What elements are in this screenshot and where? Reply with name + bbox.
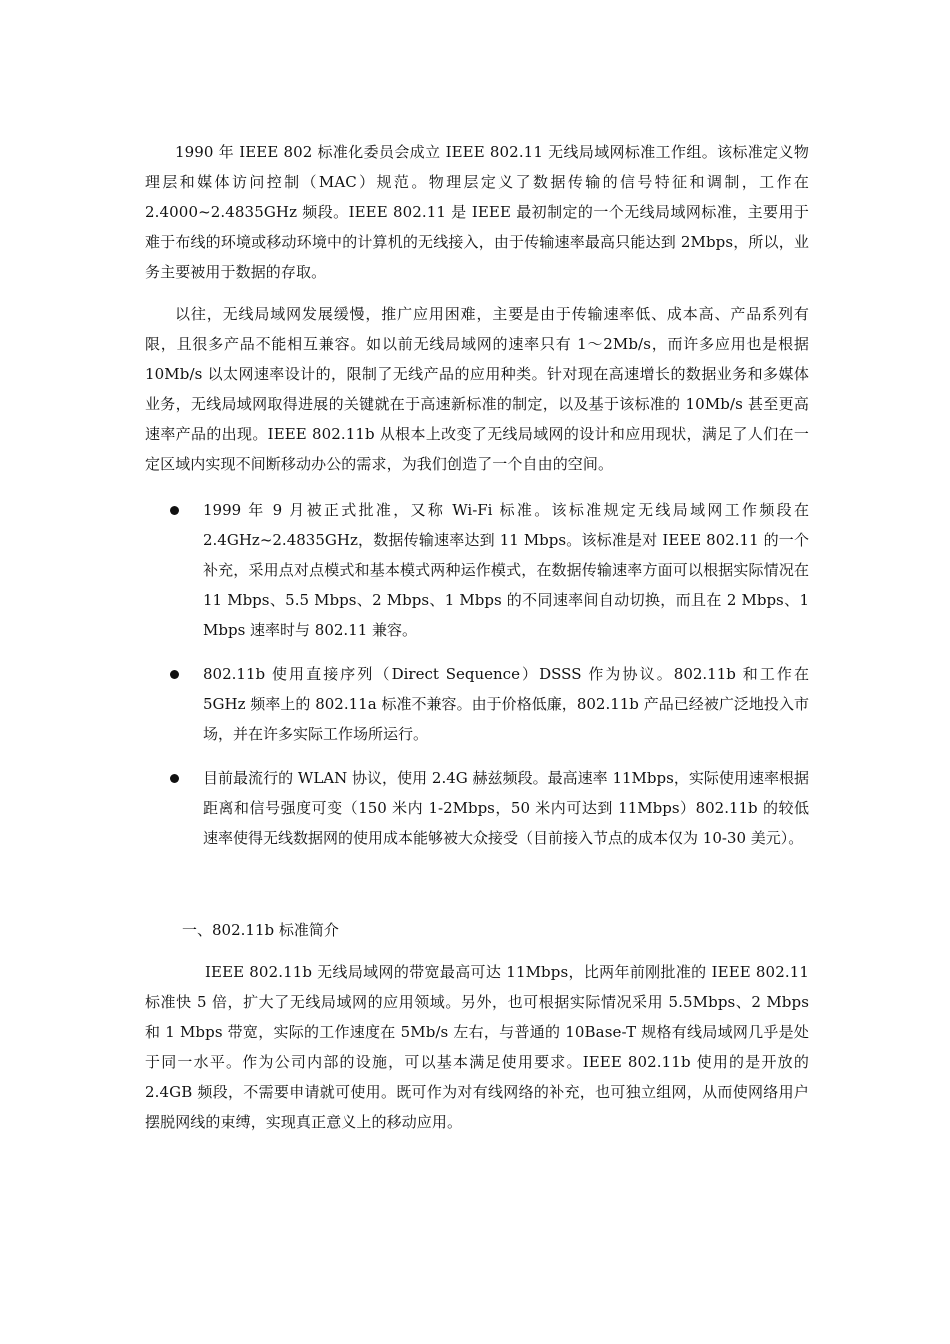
bullet-list xyxy=(145,495,809,853)
bullet-dot-icon xyxy=(170,670,179,679)
document-page xyxy=(145,137,809,1137)
section-heading: 一、802.11b 标准简介 xyxy=(182,921,339,939)
bullet-dot-icon xyxy=(170,774,179,783)
list-item xyxy=(145,763,809,853)
section-paragraph: IEEE 802.11b 无线局域网的带宽最高可达 11Mbps，比两年前刚批准的 IEEE 802.11 标准快 5 倍，扩大了无线局域网的应用领域。另外，也可根据实际情况采用 5.5Mbps、2 Mbps 和 1 Mbps 带宽，实际的工作速度在 5Mb/s 左右，与普通的 10Base-T 规格有线局域网几乎是处于同一水平。作为公司内部的设施，可以基本满足使用要求。IEEE 802.11b 使用的是开放的 2.4GB 频段，不需要申请就可使用。既可作为对有线网络的补充，也可独立组网，从而使网络用户摆脱网线的束缚，实现真正意义上的移动应用。 xyxy=(145,963,809,1131)
intro-paragraph: 1990 年 IEEE 802 标准化委员会成立 IEEE 802.11 无线局域网标准工作组。该标准定义物理层和媒体访问控制（MAC）规范。物理层定义了数据传输的信号特征和调制，工作在 2.4000~2.4835GHz 频段。IEEE 802.11 是 IEEE 最初制定的一个无线局域网标准，主要用于难于布线的环境或移动环境中的计算机的无线接入，由于传输速率最高只能达到 2Mbps，所以，业务主要被用于数据的存取。 xyxy=(145,143,809,281)
list-item xyxy=(145,495,809,645)
list-item xyxy=(145,659,809,749)
list-item-text: 目前最流行的 WLAN 协议，使用 2.4G 赫兹频段。最高速率 11Mbps，实际使用速率根据距离和信号强度可变（150 米内 1-2Mbps，50 米内可达到 11Mbps）802.11b 的较低速率使得无线数据网的使用成本能够被大众接受（目前接入节点的成本仅为 10-30 美元）。 xyxy=(203,769,809,847)
list-item-text: 1999 年 9 月被正式批准，又称 Wi-Fi 标准。该标准规定无线局域网工作频段在 2.4GHz~2.4835GHz，数据传输速率达到 11 Mbps。该标准是对 IEEE 802.11 的一个补充，采用点对点模式和基本模式两种运作模式，在数据传输速率方面可以根据实际情况在 11 Mbps、5.5 Mbps、2 Mbps、1 Mbps 的不同速率间自动切换，而且在 2 Mbps、1 Mbps 速率时与 802.11 兼容。 xyxy=(203,501,809,639)
bullet-dot-icon xyxy=(170,506,179,515)
background-paragraph: 以往，无线局域网发展缓慢，推广应用困难，主要是由于传输速率低、成本高、产品系列有限，且很多产品不能相互兼容。如以前无线局域网的速率只有 1～2Mb/s，而许多应用也是根据 10Mb/s 以太网速率设计的，限制了无线产品的应用种类。针对现在高速增长的数据业务和多媒体业务，无线局域网取得进展的关键就在于高速新标准的制定，以及基于该标准的 10Mb/s 甚至更高速率产品的出现。IEEE 802.11b 从根本上改变了无线局域网的设计和应用现状，满足了人们在一定区域内实现不间断移动办公的需求，为我们创造了一个自由的空间。 xyxy=(145,305,809,473)
list-item-text: 802.11b 使用直接序列（Direct Sequence）DSSS 作为协议。802.11b 和工作在 5GHz 频率上的 802.11a 标准不兼容。由于价格低廉，802.11b 产品已经被广泛地投入市场，并在许多实际工作场所运行。 xyxy=(203,665,809,743)
